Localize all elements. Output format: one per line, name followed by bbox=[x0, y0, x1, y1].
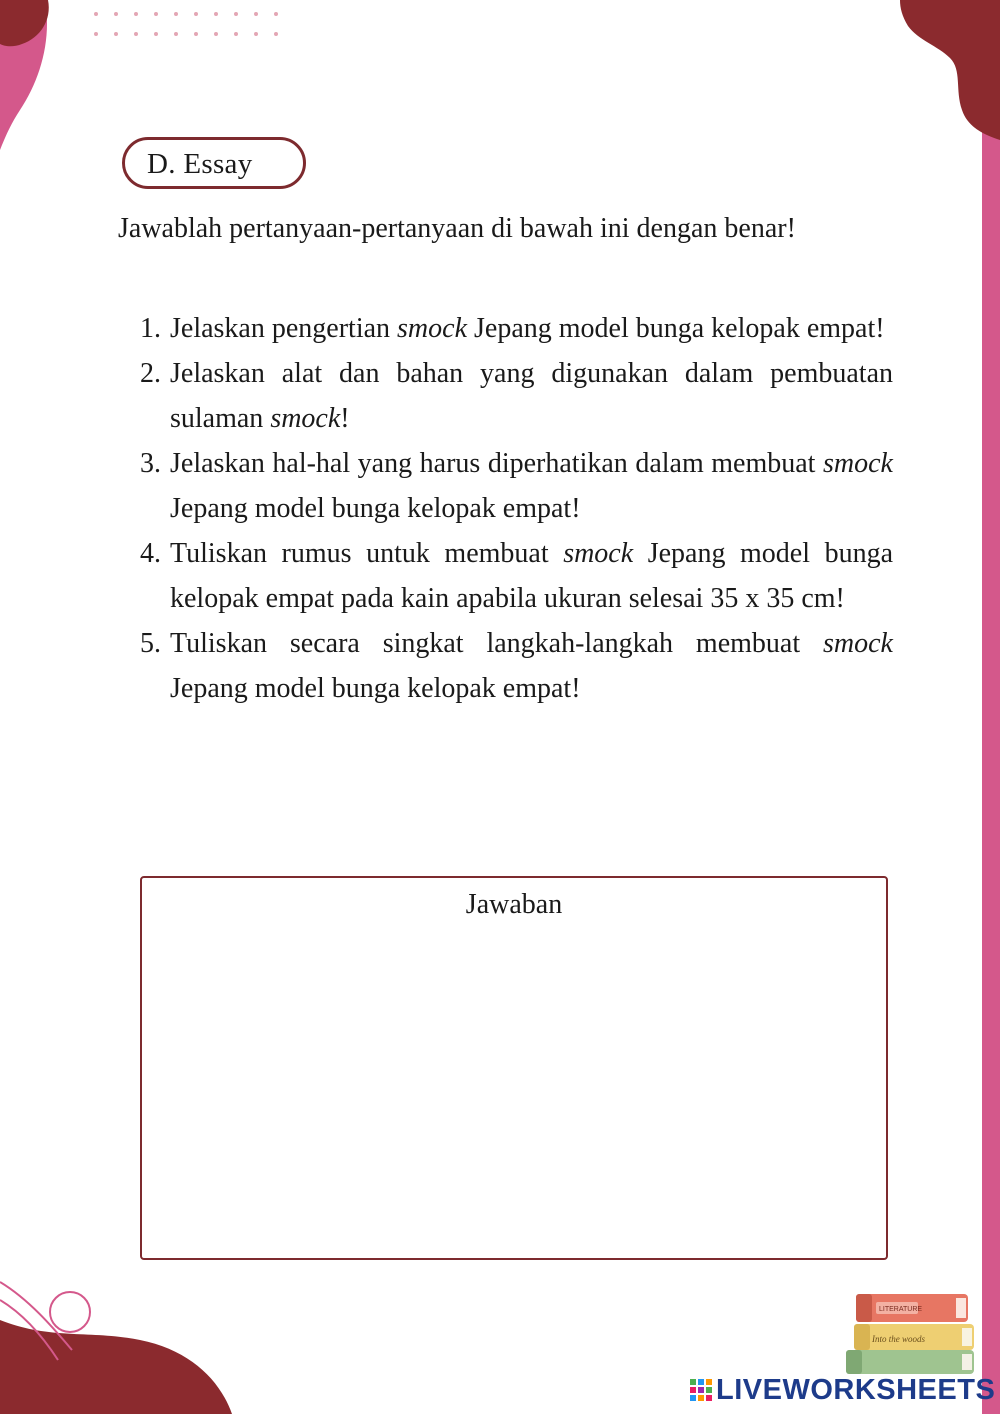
question-text: Tuliskan rumus untuk membuat smock Jepang model bunga kelopak empat pada kain apabila ukuran selesai 35 x 35 cm! bbox=[170, 538, 893, 614]
question-number: 4. bbox=[140, 538, 161, 569]
watermark-text: LIVEWORKSHEETS bbox=[716, 1374, 996, 1406]
liveworksheets-logo-icon bbox=[690, 1379, 712, 1401]
question-text: Jelaskan alat dan bahan yang digunakan dalam pembuatan sulaman smock! bbox=[170, 358, 893, 434]
question-number: 2. bbox=[140, 358, 161, 389]
question-item bbox=[118, 531, 893, 621]
question-text: Tuliskan secara singkat langkah-langkah membuat smock Jepang model bunga kelopak empat! bbox=[170, 628, 893, 704]
question-text: Jelaskan hal-hal yang harus diperhatikan dalam membuat smock Jepang model bunga kelopak empat! bbox=[170, 448, 893, 524]
question-list bbox=[118, 306, 893, 711]
instruction-text: Jawablah pertanyaan-pertanyaan di bawah ini dengan benar! bbox=[118, 213, 796, 244]
section-title: D. Essay bbox=[147, 148, 253, 180]
book-red bbox=[856, 1294, 968, 1322]
question-item bbox=[118, 351, 893, 441]
question-text: Jelaskan pengertian smock Jepang model bunga kelopak empat! bbox=[170, 313, 885, 344]
book-yellow bbox=[854, 1324, 974, 1350]
top-right-maroon-blob bbox=[900, 0, 1000, 140]
books-illustration bbox=[838, 1282, 988, 1382]
question-number: 1. bbox=[140, 313, 161, 344]
answer-input[interactable] bbox=[154, 934, 874, 1246]
liveworksheets-watermark bbox=[690, 1370, 995, 1410]
answer-box bbox=[140, 876, 888, 1260]
question-item bbox=[118, 441, 893, 531]
question-number: 3. bbox=[140, 448, 161, 479]
answer-label: Jawaban bbox=[465, 889, 563, 920]
question-number: 5. bbox=[140, 628, 161, 659]
book-spine-1: LITERATURE bbox=[879, 1306, 923, 1313]
question-item bbox=[118, 621, 893, 711]
question-item bbox=[118, 306, 893, 351]
section-heading-pill bbox=[122, 137, 306, 189]
book-spine-2: Into the woods bbox=[872, 1334, 925, 1344]
right-pink-band bbox=[982, 80, 1000, 1414]
dot-grid bbox=[94, 12, 278, 36]
bottom-left-maroon-blob bbox=[0, 1320, 232, 1414]
